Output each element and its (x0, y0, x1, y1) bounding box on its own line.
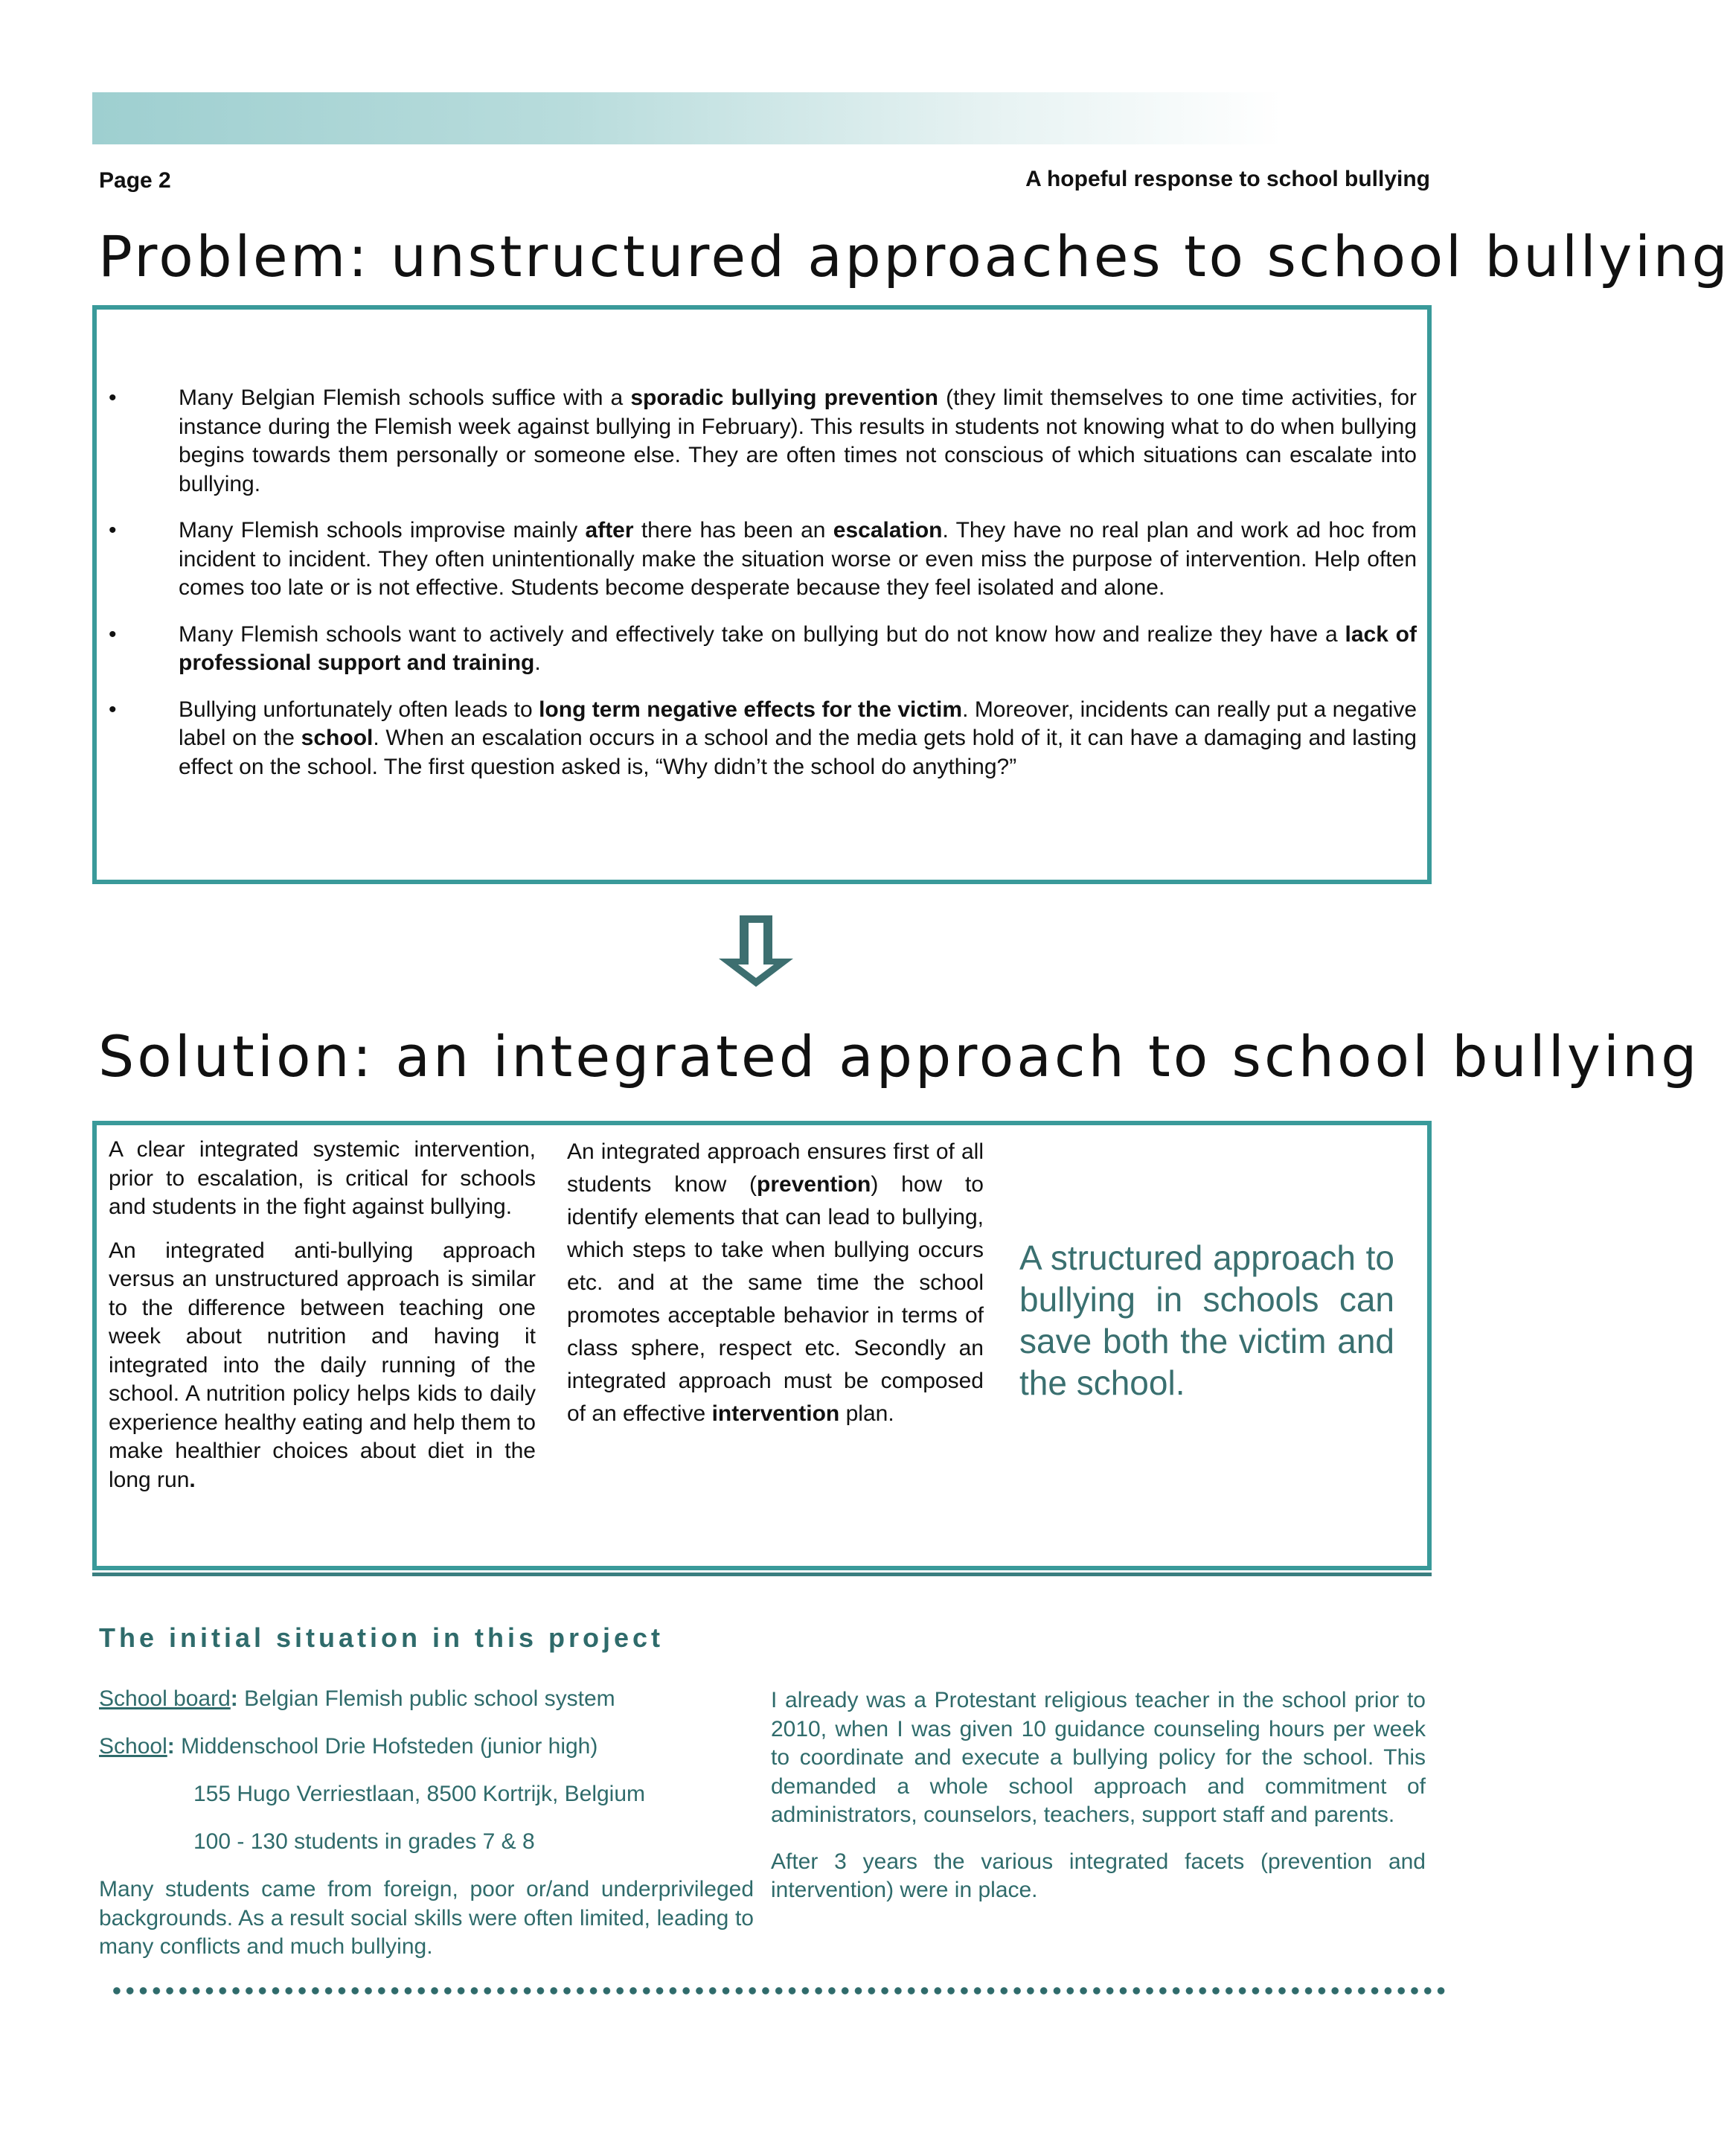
problem-bullet-1: • Many Belgian Flemish schools suffice with a sporadic bullying prevention (they limit themselves to one time activities, for instance during the Flemish week against bullying in February). This results in students not knowing what to do when bullying begins towards them personally or someone else. They are often times not conscious of which situations can escalate into bullying. (97, 384, 1427, 499)
solution-heading: Solution: an integrated approach to school bullying (98, 1023, 1700, 1090)
school-line: School: Middenschool Drie Hofsteden (junior high) (99, 1734, 598, 1759)
outcome-paragraph: After 3 years the various integrated facets (prevention and intervention) were in place. (771, 1849, 1426, 1902)
teacher-paragraph: I already was a Protestant religious teacher in the school prior to 2010, when I was given 10 guidance counseling hours per week to coordinate and execute a bullying policy for the school. This demanded a whole school approach and commitment of administrators, counselors, teachers, support staff and parents. (771, 1688, 1426, 1827)
header-gradient-bar (92, 92, 1283, 144)
solution-column-2 (567, 1136, 984, 1445)
initial-situation-title: The initial situation in this project (99, 1622, 664, 1653)
problem-heading: Problem: unstructured approaches to school bullying (98, 223, 1730, 290)
student-count: 100 - 130 students in grades 7 & 8 (193, 1829, 535, 1854)
solution-paragraph-1: A clear integrated systemic intervention, prior to escalation, is critical for schools and students in the fight against bullying. (109, 1137, 536, 1219)
pull-quote: A structured approach to bullying in schools can save both the victim and the school. (1019, 1238, 1394, 1402)
solution-column-1 (109, 1136, 536, 1509)
down-arrow-icon (711, 914, 801, 990)
page-number: Page 2 (99, 168, 171, 193)
problem-bullet-4: • Bullying unfortunately often leads to long term negative effects for the victim. Moreover, incidents can really put a negative label on the school. When an escalation occurs in a school and the media gets hold of it, it can have a damaging and lasting effect on the school. The first question asked is, “Why didn’t the school do anything?” (97, 696, 1427, 782)
school-address: 155 Hugo Verriestlaan, 8500 Kortrijk, Belgium (193, 1782, 646, 1806)
problem-bullet-3: • Many Flemish schools want to actively and effectively take on bullying but do not know how and realize they have a lack of professional support and training. (97, 621, 1427, 678)
running-title: A hopeful response to school bullying (1025, 167, 1430, 191)
solution-paragraph-2: An integrated anti-bullying approach versus an unstructured approach is similar to the difference between teaching one week about nutrition and having it integrated into the daily running of the school. A nutrition policy helps kids to daily experience healthy eating and help them to make healthier choices about diet in the long run. (109, 1238, 536, 1492)
initial-situation-right-column (771, 1686, 1426, 1923)
dotted-divider (110, 1986, 1449, 1996)
problem-bullet-list (97, 384, 1427, 799)
background-paragraph: Many students came from foreign, poor or/and underprivileged backgrounds. As a result social skills were often limited, leading to many conflicts and much bullying. (99, 1877, 754, 1959)
problem-box (92, 305, 1432, 884)
solution-box (92, 1121, 1432, 1570)
solution-paragraph-3: An integrated approach ensures first of all students know (prevention) how to identify elements that can lead to bullying, which steps to take when bullying occurs etc. and at the same time the school promotes acceptable behavior in terms of class sphere, respect etc. Secondly an integrated approach must be composed of an effective intervention plan. (567, 1139, 984, 1426)
school-board-line: School board: Belgian Flemish public school system (99, 1686, 615, 1711)
problem-bullet-2: • Many Flemish schools improvise mainly after there has been an escalation. They have no real plan and work ad hoc from incident to incident. They often unintentionally make the situation worse or even miss the purpose of intervention. Help often comes too late or is not effective. Students become desperate because they feel isolated and alone. (97, 516, 1427, 603)
